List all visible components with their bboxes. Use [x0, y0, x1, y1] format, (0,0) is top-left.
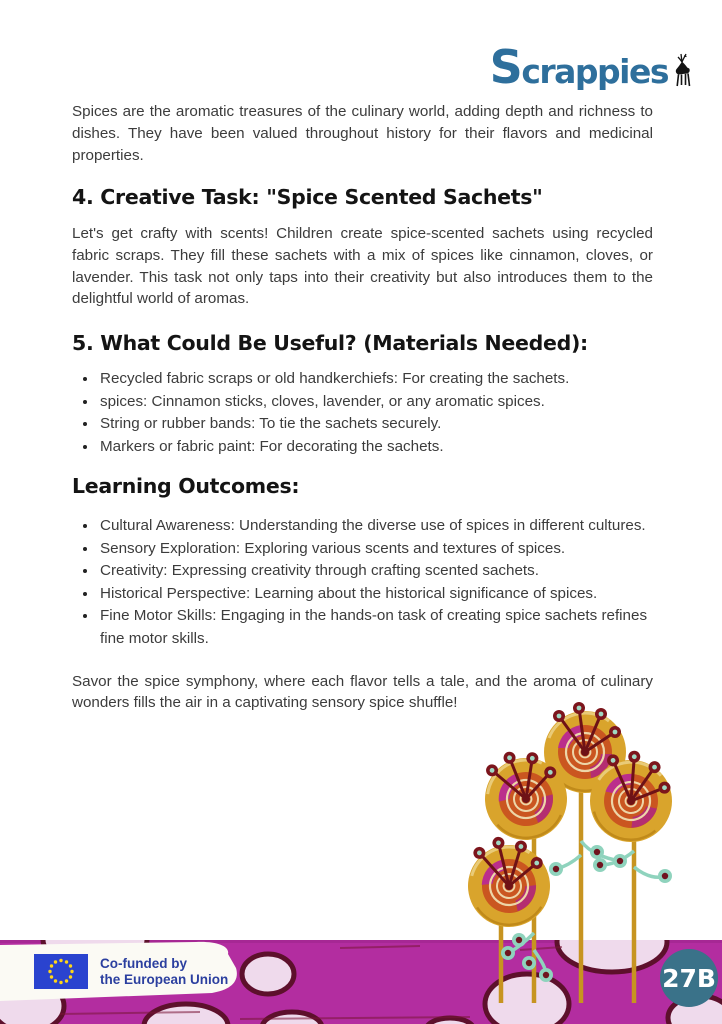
- materials-item: • String or rubber bands: To tie the sachets securely.: [98, 413, 653, 436]
- outcomes-item: • Creativity: Expressing creativity through crafting scented sachets.: [98, 560, 653, 583]
- outcomes-item: • Sensory Exploration: Exploring various scents and textures of spices.: [98, 538, 653, 561]
- page-content: [72, 101, 653, 714]
- intro-paragraph: Spices are the aromatic treasures of the culinary world, adding depth and richness to dishes. They have been valued throughout history for their flavors and medicinal properties.: [72, 103, 653, 164]
- eu-cofunded-label: [100, 956, 228, 988]
- outcomes-item: • Fine Motor Skills: Engaging in the hands-on task of creating spice sachets refines fine motor skills.: [98, 605, 653, 650]
- page-footer: [0, 940, 722, 1024]
- section-5-heading: 5. What Could Be Useful? (Materials Needed):: [72, 331, 588, 356]
- scrappies-logo: [489, 40, 694, 94]
- closing-paragraph: Savor the spice symphony, where each flavor tells a tale, and the aroma of culinary wonders fills the air in a captivating sensory spice shuffle!: [72, 672, 653, 712]
- outcomes-item: • Cultural Awareness: Understanding the diverse use of spices in different cultures.: [98, 515, 653, 538]
- goat-icon: [670, 52, 694, 88]
- eu-flag-icon: [34, 954, 88, 989]
- eu-cofunded-badge: [34, 954, 228, 989]
- learning-outcomes-heading: Learning Outcomes:: [72, 474, 300, 499]
- outcomes-list: [72, 515, 653, 651]
- materials-list: [72, 368, 653, 458]
- logo-text: Scrappies: [489, 40, 668, 94]
- eu-text-line2: the European Union: [100, 971, 229, 987]
- materials-item: • Recycled fabric scraps or old handkerchiefs: For creating the sachets.: [98, 368, 653, 391]
- materials-item: • spices: Cinnamon sticks, cloves, lavender, or any aromatic spices.: [98, 391, 653, 414]
- outcomes-item: • Historical Perspective: Learning about the historical significance of spices.: [98, 583, 653, 606]
- section-4-heading: 4. Creative Task: "Spice Scented Sachets": [72, 185, 543, 210]
- page-number-badge: 27B: [660, 949, 718, 1007]
- section-4-body: Let's get crafty with scents! Children create spice-scented sachets using recycled fabric scraps. They fill these sachets with a mix of spices like cinnamon, cloves, or lavender. This task not only taps into their creativity but also introduces them to the delightful world of aromas.: [72, 225, 653, 308]
- materials-item: • Markers or fabric paint: For decorating the sachets.: [98, 436, 653, 459]
- eu-text-line1: Co-funded by: [100, 955, 187, 971]
